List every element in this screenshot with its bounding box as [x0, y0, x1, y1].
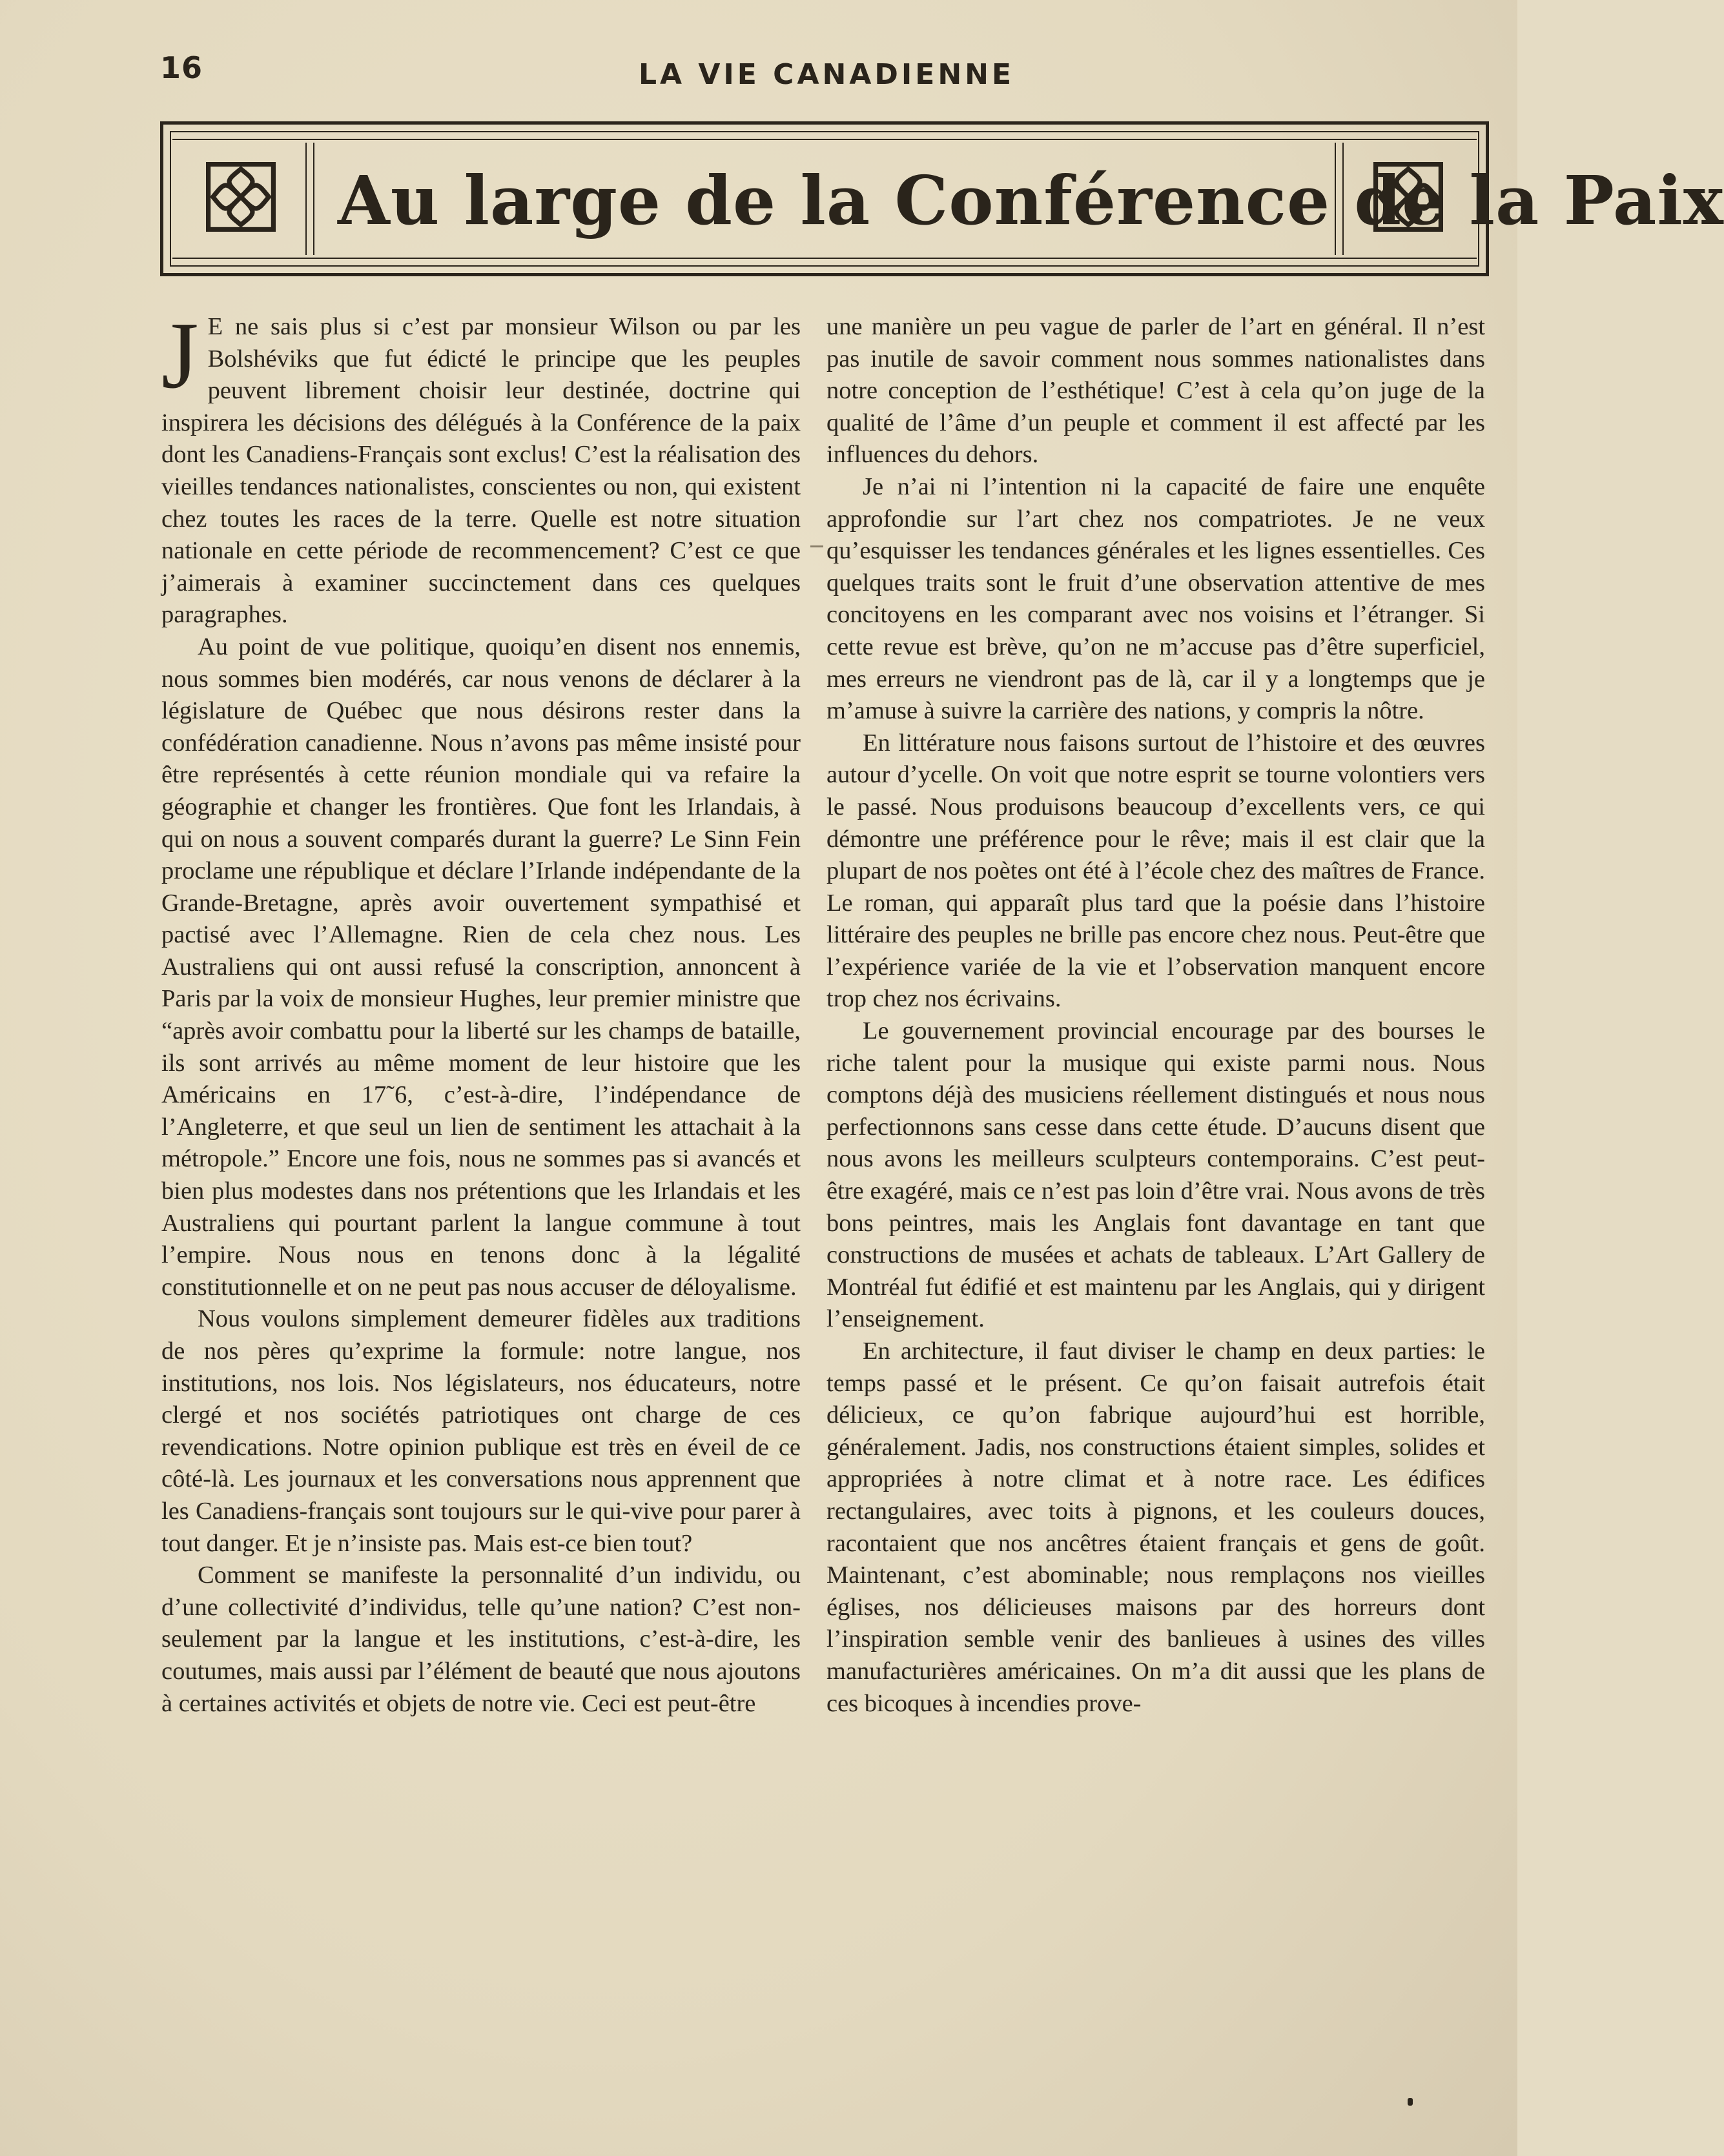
- paragraph-4: Comment se manifeste la personnalité d’un individu, ou d’une collectivité d’individus, telle qu’une nation? C’est non-seulement par la langue et les institutions, c’est-à-dire, les coutumes, mais aussi par l’élément de beauté que nous ajoutons à certaines activités et objets de notre vie. Ceci est peut-être: [161, 1561, 801, 1717]
- celtic-knot-ornament-icon-left: [202, 158, 280, 236]
- running-head: LA VIE CANADIENNE: [638, 58, 1015, 91]
- paragraph-2: Au point de vue politique, quoiqu’en disent nos ennemis, nous sommes bien modérés, car nous venons de déclarer à la législature de Québec que nous désirons rester dans la confédération canadienne. Nous n’avons pas même insisté pour être représentés à cette réunion mondiale qui va refaire la géographie et changer les frontières. Que font les Irlandais, à qui on nous a souvent comparés durant la guerre? Le Sinn Fein proclame une république et déclare l’Irlande indépendante de la Grande-Bretagne, après avoir ouvertement sympathisé et pactisé avec l’Allemagne. Rien de cela chez nous. Les Australiens qui ont aussi refusé la conscription, annoncent à Paris par la voix de monsieur Hughes, leur premier ministre que “après avoir combattu pour la liberté sur les champs de bataille, ils sont arrivés au même moment de leur histoire que les Américains en 17˜6, c’est-à-dire, l’indépendance de l’Angleterre, et que seul un lien de sentiment les attachait à la métropole.” Encore une fois, nous ne sommes pas si avancés et bien plus modestes dans nos prétentions que les Irlandais et les Australiens qui pourtant parlent la langue commune à tout l’empire. Nous nous en tenons donc à la légalité constitutionnelle et on ne peut pas nous accuser de déloyalisme.: [161, 633, 801, 1301]
- title-divider-right: [1335, 143, 1344, 255]
- ink-smudge: [810, 545, 823, 547]
- dropcap: J: [161, 303, 199, 409]
- title-banner-rule-bottom: [172, 258, 1477, 259]
- article-column-left: [161, 303, 801, 1720]
- title-banner: [160, 121, 1724, 276]
- paragraph-8: Le gouvernement provincial encourage par des bourses le riche talent pour la musique qui existe parmi nous. Nous comptons déjà des musiciens réellement distingués et nous nous perfectionnons sans cesse dans cette étude. D’aucuns disent que nous avons les meilleurs sculpteurs contemporains. C’est peut-être exagéré, mais ce n’est pas loin d’être vrai. Nous avons de très bons peintres, mais les Anglais font davantage en tant que constructions de musées et achats de tableaux. L’Art Gallery de Montréal fut édifié et est maintenu par les Anglais, qui y dirigent l’enseignement.: [826, 1017, 1485, 1333]
- paragraph-9: En architecture, il faut diviser le champ en deux parties: le temps passé et le présent. Ce qu’on faisait autrefois était délicieux, ce qu’on fabrique aujourd’hui est horrible, généralement. Jadis, nos constructions étaient simples, solides et appropriées à notre climat et à notre race. Les édifices rectangulaires, avec toits à pignons, et les couleurs douces, racontaient que nos ancêtres étaient français et gens de goût. Maintenant, c’est abominable; nous remplaçons nos vieilles églises, nos délicieuses maisons par des horreurs dont l’inspiration semble venir des banlieues à usines des villes manufacturières américaines. On m’a dit aussi que les plans de ces bicoques à incendies prove-: [826, 1337, 1485, 1717]
- paragraph-1: [161, 303, 801, 631]
- page-number: 16: [160, 50, 203, 85]
- title-banner-rule-top: [172, 139, 1477, 140]
- paragraph-5: une manière un peu vague de parler de l’art en général. Il n’est pas inutile de savoir comment nous sommes nationalistes dans notre conception de l’esthétique! C’est à cela qu’on juge de la qualité de l’âme d’un peuple et comment il est affecté par les influences du dehors.: [826, 313, 1485, 469]
- celtic-knot-ornament-icon-right: [1370, 158, 1447, 236]
- article-column-right: [826, 311, 1485, 1720]
- paragraph-1-text: E ne sais plus si c’est par monsieur Wilson ou par les Bolshéviks que fut édicté le principe que les peuples peuvent librement choisir leur destinée, doctrine qui inspirera les décisions des délégués à la Conférence de la paix dont les Canadiens-Français sont exclus! C’est la réalisation des vieilles tendances nationalistes, conscientes ou non, qui existent chez toutes les races de la terre. Quelle est notre situation nationale en cette période de recommencement? C’est ce que j’aimerais à examiner succinctement dans ces quelques paragraphes.: [161, 313, 801, 629]
- paragraph-7: En littérature nous faisons surtout de l’histoire et des œuvres autour d’ycelle. On voit que notre esprit se tourne volontiers vers le passé. Nous produisons beaucoup d’excellents vers, ce qui démontre une préférence pour le rêve; mais il est clair que la plupart de nos poètes ont été à l’école chez des maîtres de France. Le roman, qui apparaît plus tard que la poésie dans l’histoire littéraire des peuples ne brille pas encore chez nous. Peut-être que l’expérience variée de la vie et l’observation manquent encore trop chez nos écrivains.: [826, 729, 1485, 1013]
- paragraph-3: Nous voulons simplement demeurer fidèles aux traditions de nos pères qu’exprime la formule: notre langue, nos institutions, nos lois. Nos législateurs, nos éducateurs, notre clergé et nos sociétés patriotiques ont charge de ces revendications. Notre opinion publique est très en éveil de ce côté-là. Les journaux et les conversations nous apprennent que les Canadiens-français sont toujours sur le qui-vive pour parer à tout danger. Et je n’insiste pas. Mais est-ce bien tout?: [161, 1305, 801, 1557]
- paragraph-6: Je n’ai ni l’intention ni la capacité de faire une enquête approfondie sur l’art chez nos compatriotes. Je ne veux qu’esquisser les tendances générales et les lignes essentielles. Ces quelques traits sont le fruit d’une observation attentive de mes concitoyens en les comparant avec nos voisins et l’étranger. Si cette revue est brève, qu’on ne m’accuse pas d’être superficiel, mes erreurs ne viendront pas de là, car il y a longtemps que je m’amuse à suivre la carrière des nations, y compris la nôtre.: [826, 473, 1485, 725]
- article-title: Au large de la Conférence de la Paix: [338, 161, 1724, 240]
- title-divider-left: [305, 143, 314, 255]
- ink-dot: [1408, 2098, 1413, 2106]
